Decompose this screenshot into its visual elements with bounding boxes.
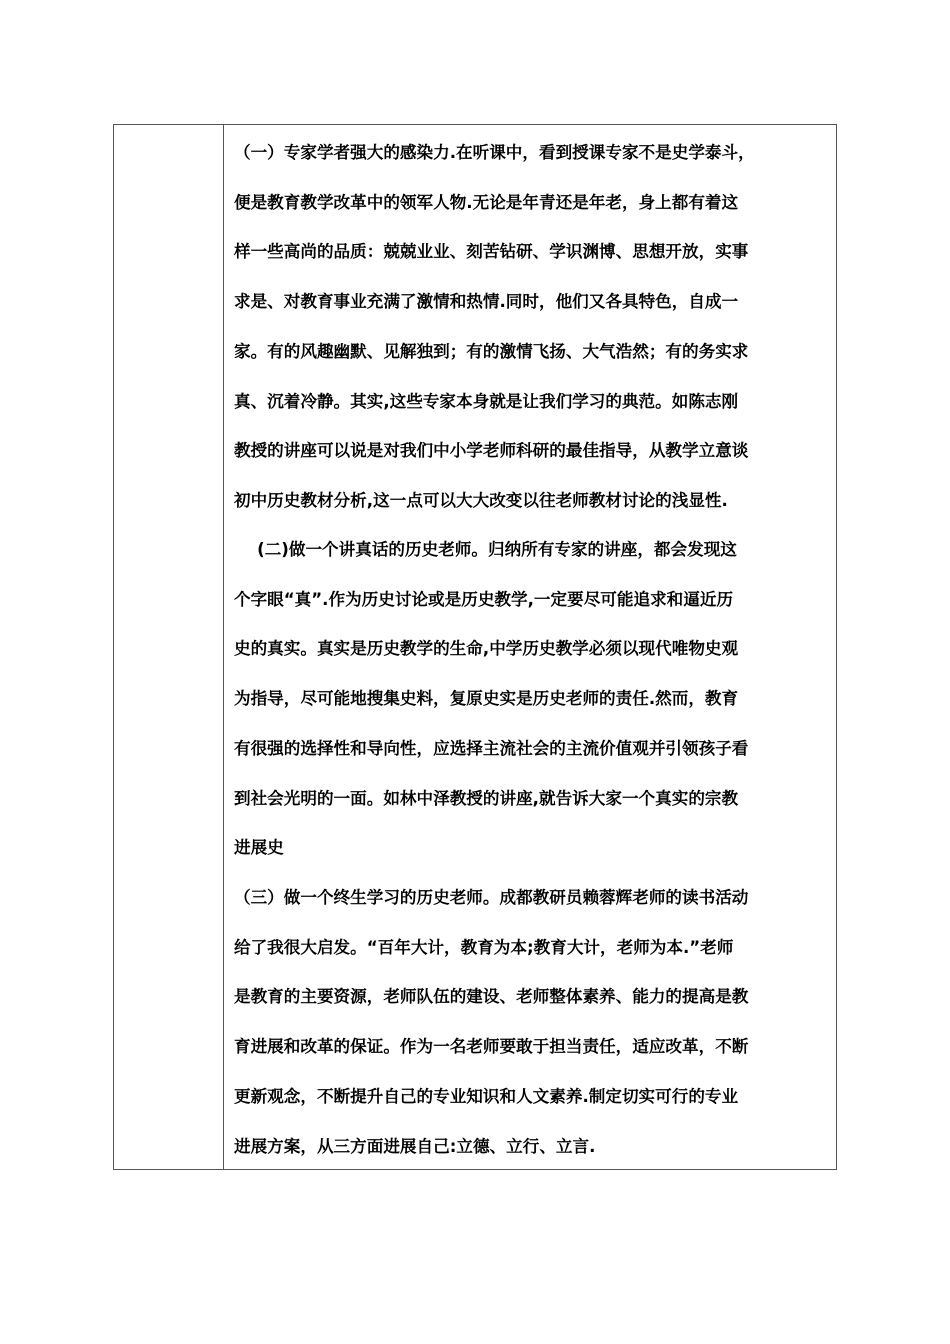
paragraph-experts-influence: （一）专家学者强大的感染力.在听课中，看到授课专家不是史学泰斗， 便是教育教学改革中的领军人物.无论是年青还是年老，身上都有着这 样一些高尚的品质：兢兢业业、刻苦钻研、学识渊博、思想开放，实事 求是、对教育事业充满了激情和热情.同时，他们又各具特色，自成一 家。有的风趣幽默、见解独到；有的激情飞扬、大气浩然；有的务实求 真、沉着冷静。其实,这些专家本身就是让我们学习的典范。如陈志刚 教授的讲座可以说是对我们中小学老师科研的最佳指导，从教学立意谈 初中历史教材分析,这一点可以大大改变以往老师教材讨论的浅显性. [234,143,755,510]
paragraph-truthful-teacher: (二)做一个讲真话的历史老师。归纳所有专家的讲座，都会发现这 个字眼“真”.作为历史讨论或是历史教学,一定要尽可能追求和逼近历 史的真实。真实是历史教学的生命,中学历史教学必须以现代唯物史观 为指导，尽可能地搜集史料，复原史实是历史老师的责任.然而，教育 有很强的选择性和导向性，应选择主流社会的主流价值观并引领孩子看 到社会光明的一面。如林中泽教授的讲座,就告诉大家一个真实的宗教 进展史 [234,540,749,858]
table-content-cell [224,125,836,1169]
paragraph-lifelong-learning: （三）做一个终生学习的历史老师。成都教研员赖蓉辉老师的读书活动 给了我很大启发。“百年大计，教育为本;教育大计，老师为本.”老师 是教育的主要资源，老师队伍的建设、老师整体素养、能力的提高是教 育进展和改革的保证。作为一名老师要敢于担当责任，适应改革，不断 更新观念，不断提升自己的专业知识和人文素养.制定切实可行的专业 进展方案，从三方面进展自己:立德、立行、立言. [234,888,749,1156]
content-table [113,124,837,1170]
table-label-cell [114,125,224,1169]
